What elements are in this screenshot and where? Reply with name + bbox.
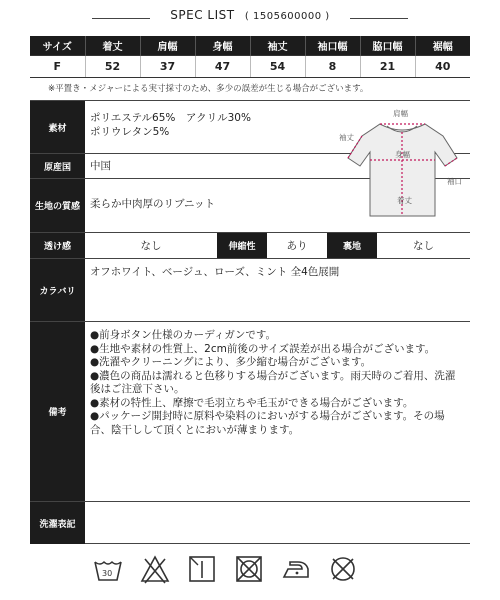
colors-label: カラバリ	[30, 259, 85, 321]
col-length: 着丈	[85, 36, 140, 55]
no-dry-clean-icon	[327, 553, 359, 585]
lining-label: 裏地	[327, 233, 377, 258]
col-size: サイズ	[30, 36, 85, 55]
cell-size: F	[30, 55, 85, 77]
diagram-label-chest: 身幅	[395, 150, 410, 159]
care-icons	[92, 553, 359, 589]
line-dry-shade-icon	[186, 553, 218, 585]
diagram-label-cuff: 袖口	[447, 177, 462, 186]
cell-armhole: 21	[360, 55, 415, 77]
remark-item: ●素材の特性上、摩擦で毛羽立ちや毛玉ができる場合がございます。	[90, 396, 414, 409]
spec-list-header	[0, 6, 500, 32]
lining-value: なし	[413, 240, 434, 252]
texture-value: 柔らか中肉厚のリブニット	[90, 198, 216, 210]
product-code: ( 1505600000 )	[244, 11, 330, 22]
no-tumble-dry-icon	[233, 553, 265, 585]
texture-label: 生地の質感	[30, 179, 85, 232]
table-row	[30, 55, 470, 77]
colors-value: オフホワイト、ベージュ、ローズ、ミント 全4色展開	[90, 266, 340, 278]
material-label: 素材	[30, 101, 85, 153]
origin-label: 原産国	[30, 154, 85, 178]
cell-sleeve: 54	[250, 55, 305, 77]
title-rule-left	[92, 18, 150, 19]
col-shoulder: 肩幅	[140, 36, 195, 55]
remarks-label: 備考	[30, 322, 85, 501]
col-chest: 身幅	[195, 36, 250, 55]
material-value	[90, 111, 251, 139]
remarks-list	[90, 329, 462, 437]
cell-cuff: 8	[305, 55, 360, 77]
cell-hem: 40	[415, 55, 470, 77]
remark-item: ●濃色の商品は濡れると色移りする場合がございます。雨天時のご着用、洗濯後はご注意下さい。	[90, 369, 456, 395]
wash-temp-label: 30	[102, 569, 113, 578]
colors-row	[30, 258, 470, 321]
iron-low-icon	[280, 553, 312, 585]
no-bleach-icon	[139, 553, 171, 585]
page-title	[150, 8, 350, 22]
care-row	[30, 501, 470, 544]
sheer-label: 透け感	[30, 233, 85, 258]
product-code-value: 1505600000	[253, 11, 322, 22]
cell-chest: 47	[195, 55, 250, 77]
cell-length: 52	[85, 55, 140, 77]
remark-item: ●生地や素材の性質上、2cm前後のサイズ誤差が出る場合がございます。	[90, 342, 436, 355]
remark-item: ●前身ボタン仕様のカーディガンです。	[90, 329, 276, 341]
stretch-value: あり	[286, 240, 308, 252]
diagram-label-sleeve: 袖丈	[339, 133, 354, 142]
garment-measurement-diagram	[335, 102, 470, 232]
cell-shoulder: 37	[140, 55, 195, 77]
size-table	[30, 36, 470, 78]
size-table-header	[30, 36, 470, 55]
remark-item: ●洗濯やクリーニングにより、多少縮む場合がございます。	[90, 356, 372, 368]
title-rule-right	[350, 18, 408, 19]
col-cuff: 袖口幅	[305, 36, 360, 55]
material-line-1: ポリエステル65% アクリル30%	[90, 112, 251, 124]
material-line-2: ポリウレタン5%	[90, 126, 170, 138]
title-label: SPEC LIST	[170, 8, 235, 22]
wash-30-icon	[92, 553, 124, 585]
stretch-label: 伸縮性	[217, 233, 267, 258]
col-sleeve: 袖丈	[250, 36, 305, 55]
diagram-label-length: 着丈	[397, 196, 412, 205]
sheer-value: なし	[140, 240, 162, 252]
col-armhole: 脇口幅	[360, 36, 415, 55]
remark-item: ●パッケージ開封時に原料や染料のにおいがする場合がございます。その場合、陰干しして頂くとにおいが薄まります。	[90, 410, 445, 436]
diagram-label-shoulder: 肩幅	[393, 109, 408, 118]
care-label: 洗濯表記	[30, 502, 85, 544]
properties-row	[30, 232, 470, 258]
size-note: ※平置き・メジャーによる実寸採寸のため、多少の誤差が生じる場合がございます。	[48, 84, 369, 94]
col-hem: 裾幅	[415, 36, 470, 55]
origin-value: 中国	[90, 160, 111, 172]
